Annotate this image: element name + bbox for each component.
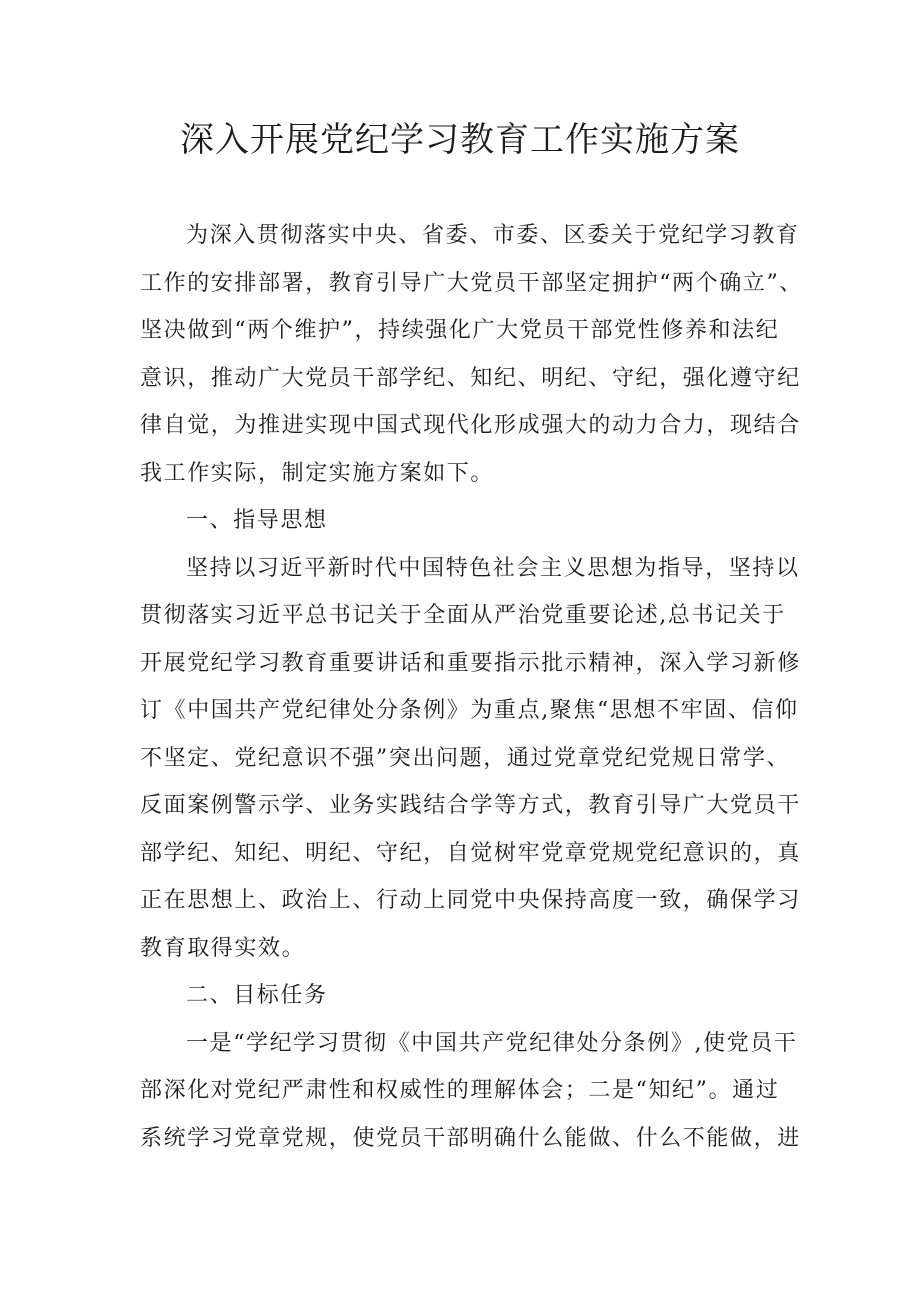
paragraph-line: 部深化对党纪严肃性和权威性的理解体会；二是“知纪”。通过: [140, 1078, 780, 1103]
paragraph-line: 贯彻落实习近平总书记关于全面从严治党重要论述,总书记关于: [140, 603, 786, 628]
paragraph-line: 坚持以习近平新时代中国特色社会主义思想为指导，坚持以: [186, 555, 800, 581]
paragraph-line: 系统学习党章党规，使党员干部明确什么能做、什么不能做，进: [140, 1125, 801, 1151]
section-heading: 二、目标任务: [186, 983, 328, 1008]
paragraph-line: 反面案例警示学、业务实践结合学等方式，教育引导广大党员干: [140, 793, 801, 818]
paragraph-line: 工作的安排部署，教育引导广大党员干部坚定拥护“两个确立”、: [140, 270, 803, 296]
paragraph-line: 不坚定、党纪意识不强”突出问题，通过党章党纪党规日常学、: [140, 745, 791, 771]
paragraph-line: 正在思想上、政治上、行动上同党中央保持高度一致，确保学习: [140, 888, 801, 913]
section-heading: 一、指导思想: [186, 508, 328, 533]
document-title: 深入开展党纪学习教育工作实施方案: [180, 120, 740, 160]
paragraph-line: 开展党纪学习教育重要讲话和重要指示批示精神，深入学习新修: [140, 650, 801, 676]
paragraph-line: 为深入贯彻落实中央、省委、市委、区委关于党纪学习教育: [186, 223, 800, 248]
paragraph-line: 教育取得实效。: [140, 935, 306, 961]
paragraph-line: 部学纪、知纪、明纪、守纪，自觉树牢党章党规党纪意识的，真: [140, 840, 801, 866]
paragraph-line: 一是“学纪学习贯彻《中国共产党纪律处分条例》,使党员干: [186, 1030, 798, 1056]
paragraph-line: 律自觉，为推进实现中国式现代化形成强大的动力合力，现结合: [140, 413, 801, 438]
paragraph-line: 意识，推动广大党员干部学纪、知纪、明纪、守纪，强化遵守纪: [140, 365, 801, 391]
paragraph-line: 坚决做到“两个维护”，持续强化广大党员干部党性修养和法纪: [140, 318, 780, 343]
paragraph-line: 订《中国共产党纪律处分条例》为重点,聚焦“思想不牢固、信仰: [140, 698, 799, 723]
paragraph-line: 我工作实际，制定实施方案如下。: [140, 460, 495, 486]
document-body: [140, 212, 803, 1162]
